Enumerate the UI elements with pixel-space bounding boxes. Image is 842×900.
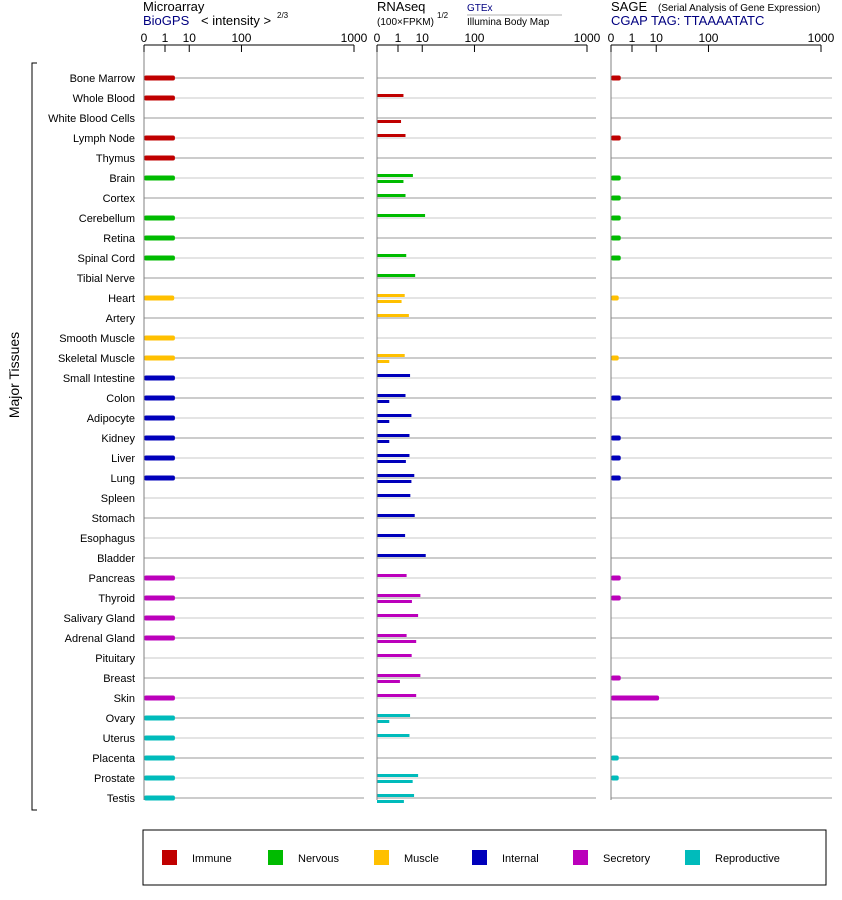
legend-swatch-internal (472, 850, 487, 865)
expression-bar (144, 376, 175, 381)
tissue-label: Breast (103, 673, 135, 685)
expression-bar (144, 396, 175, 401)
expression-bar (144, 596, 175, 601)
microarray-source: BioGPS (143, 13, 190, 28)
expression-bar (611, 76, 621, 81)
expression-bar (611, 776, 619, 781)
expression-bar (611, 236, 621, 241)
expression-bar (611, 256, 621, 261)
expression-bar (377, 480, 411, 483)
expression-bar (377, 394, 406, 397)
expression-bar (144, 436, 175, 441)
x-tick-label: 1 (628, 31, 636, 45)
expression-bar (377, 514, 415, 517)
expression-bar (611, 756, 619, 761)
expression-bar (377, 474, 414, 477)
tissue-label: Esophagus (79, 533, 135, 545)
expression-bar (144, 96, 175, 101)
legend-label-secretory: Secretory (603, 853, 651, 865)
tissue-label: Pituitary (95, 653, 135, 665)
expression-bar (611, 596, 621, 601)
tissue-label: Testis (106, 793, 135, 805)
x-tick-label: 0 (140, 31, 148, 45)
expression-bar (377, 694, 416, 697)
expression-bar (144, 76, 175, 81)
x-tick-label: 1 (161, 31, 169, 45)
expression-bar (377, 400, 389, 403)
expression-bar (377, 680, 400, 683)
expression-bar (377, 274, 415, 277)
expression-bar (144, 356, 175, 361)
tissue-label: Bladder (97, 553, 135, 565)
expression-bar (611, 296, 619, 301)
expression-bar (611, 456, 621, 461)
axes-layer (32, 15, 821, 810)
expression-bar (377, 780, 413, 783)
expression-bar (144, 216, 175, 221)
tissue-label: Bone Marrow (69, 73, 135, 85)
x-tick-label: 1000 (807, 31, 835, 45)
expression-bar (377, 600, 412, 603)
tissue-label: Cerebellum (78, 213, 135, 225)
tissue-label: Salivary Gland (63, 613, 135, 625)
legend-layer (143, 830, 826, 885)
tissue-label: Lymph Node (73, 133, 135, 145)
expression-bar (144, 336, 175, 341)
expression-bar (377, 440, 389, 443)
expression-bar (144, 236, 175, 241)
rnaseq-source-gtex: GTEx (467, 3, 493, 14)
expression-bar (377, 134, 406, 137)
expression-bar (144, 576, 175, 581)
expression-bar (144, 636, 175, 641)
expression-bar (377, 460, 406, 463)
x-tick-label: 0 (373, 31, 381, 45)
legend-label-muscle: Muscle (404, 853, 439, 865)
tissue-label: Smooth Muscle (59, 333, 135, 345)
expression-bar (377, 94, 403, 97)
tissue-label: Colon (106, 393, 135, 405)
grid-layer (144, 78, 832, 798)
y-axis-title: Major Tissues (6, 331, 22, 419)
expression-bar (377, 454, 409, 457)
expression-bar (611, 216, 621, 221)
tissue-label: Uterus (102, 733, 135, 745)
expression-bar (377, 374, 410, 377)
tissue-label: Heart (108, 293, 135, 305)
expression-bar (611, 176, 621, 181)
expression-bar (377, 800, 404, 803)
expression-bar (611, 476, 621, 481)
expression-bar (377, 194, 406, 197)
x-tick-label: 1000 (340, 31, 368, 45)
expression-bar (377, 360, 389, 363)
legend-swatch-nervous (268, 850, 283, 865)
expression-bar (377, 420, 389, 423)
rnaseq-source-ibm: Illumina Body Map (467, 17, 550, 28)
tissue-label: Lung (110, 473, 135, 485)
x-tick-label: 1000 (573, 31, 601, 45)
tissue-label: Thymus (95, 153, 135, 165)
x-tick-label: 1 (394, 31, 402, 45)
expression-bar (144, 756, 175, 761)
expression-bar (377, 774, 418, 777)
legend-label-internal: Internal (502, 853, 539, 865)
expression-bar (377, 294, 405, 297)
tissue-label: Placenta (92, 753, 135, 765)
tissue-label: Brain (109, 173, 135, 185)
expression-bar (377, 434, 409, 437)
expression-bar (377, 674, 420, 677)
legend-label-nervous: Nervous (298, 853, 339, 865)
expression-bar (377, 574, 407, 577)
text-layer (6, 0, 835, 805)
expression-bar (377, 300, 402, 303)
sage-title: SAGE (611, 0, 648, 14)
rnaseq-unit-exponent: 1/2 (437, 11, 449, 20)
expression-bar (377, 174, 413, 177)
expression-bar (377, 734, 409, 737)
expression-bar (377, 534, 405, 537)
expression-bar (377, 180, 403, 183)
expression-bar (377, 214, 425, 217)
expression-bar (377, 414, 411, 417)
tissue-label: Prostate (94, 773, 135, 785)
expression-bar (377, 634, 407, 637)
x-tick-label: 10 (649, 31, 663, 45)
tissue-label: Liver (111, 453, 135, 465)
tissue-label: Skin (113, 693, 135, 705)
sage-title-note: (Serial Analysis of Gene Expression) (658, 3, 821, 14)
expression-bar (144, 176, 175, 181)
legend-label-immune: Immune (192, 853, 232, 865)
expression-bar (144, 776, 175, 781)
expression-bar (144, 616, 175, 621)
expression-bar (144, 416, 175, 421)
microarray-title: Microarray (143, 0, 205, 14)
expression-bar (377, 120, 401, 123)
expression-bar (611, 576, 621, 581)
x-tick-label: 10 (182, 31, 196, 45)
expression-bar (377, 354, 405, 357)
expression-bar (144, 716, 175, 721)
tissue-label: Artery (105, 313, 135, 325)
tissue-label: Adrenal Gland (64, 633, 135, 645)
tissue-label: Whole Blood (72, 93, 135, 105)
tissue-label: Tibial Nerve (76, 273, 135, 285)
tissue-label: Thyroid (98, 593, 135, 605)
expression-bar (377, 554, 426, 557)
legend-swatch-reproductive (685, 850, 700, 865)
expression-bar (144, 456, 175, 461)
expression-bar (144, 796, 175, 801)
expression-bar (611, 436, 621, 441)
sage-tag: CGAP TAG: TTAAAATATC (611, 13, 765, 28)
tissue-label: Small Intestine (62, 373, 135, 385)
expression-bar (611, 696, 659, 701)
tissue-label: Retina (103, 233, 135, 245)
microarray-unit-exponent: 2/3 (277, 11, 289, 20)
tissue-label: Adipocyte (86, 413, 135, 425)
microarray-unit: < intensity > (201, 13, 272, 28)
tissue-label: White Blood Cells (48, 113, 135, 125)
tissue-label: Pancreas (88, 573, 135, 585)
x-tick-label: 0 (607, 31, 615, 45)
legend-label-reproductive: Reproductive (715, 853, 780, 865)
expression-bar (377, 794, 414, 797)
expression-bar (377, 314, 409, 317)
expression-bar (144, 296, 174, 301)
tissue-label: Ovary (105, 713, 135, 725)
expression-bar (377, 654, 412, 657)
tissue-label: Cortex (102, 193, 135, 205)
expression-bar (377, 640, 416, 643)
expression-bar (377, 594, 420, 597)
tissue-label: Skeletal Muscle (57, 353, 135, 365)
x-tick-label: 100 (464, 31, 485, 45)
expression-bar (611, 136, 621, 141)
expression-bar (611, 196, 621, 201)
x-tick-label: 100 (698, 31, 719, 45)
expression-bar (144, 736, 175, 741)
tissue-label: Spleen (100, 493, 135, 505)
rnaseq-unit: (100×FPKM) (377, 17, 434, 28)
x-tick-label: 10 (415, 31, 429, 45)
legend-swatch-secretory (573, 850, 588, 865)
expression-bar (377, 494, 410, 497)
expression-bar (611, 676, 621, 681)
tissue-label: Kidney (101, 433, 135, 445)
y-axis-bracket (32, 63, 37, 810)
expression-bar (377, 720, 389, 723)
expression-bar (377, 254, 406, 257)
expression-bar (144, 256, 175, 261)
expression-bar (144, 476, 175, 481)
tissue-label: Stomach (91, 513, 135, 525)
expression-bar (377, 614, 418, 617)
legend-swatch-muscle (374, 850, 389, 865)
tissue-label: Spinal Cord (77, 253, 135, 265)
bars-layer (144, 76, 659, 804)
expression-bar (377, 714, 410, 717)
expression-bar (611, 396, 621, 401)
legend-swatch-immune (162, 850, 177, 865)
rnaseq-title: RNAseq (377, 0, 426, 14)
expression-bar (144, 136, 175, 141)
expression-bar (144, 696, 175, 701)
x-tick-label: 100 (231, 31, 252, 45)
expression-bar (611, 356, 619, 361)
expression-bar (144, 156, 175, 161)
